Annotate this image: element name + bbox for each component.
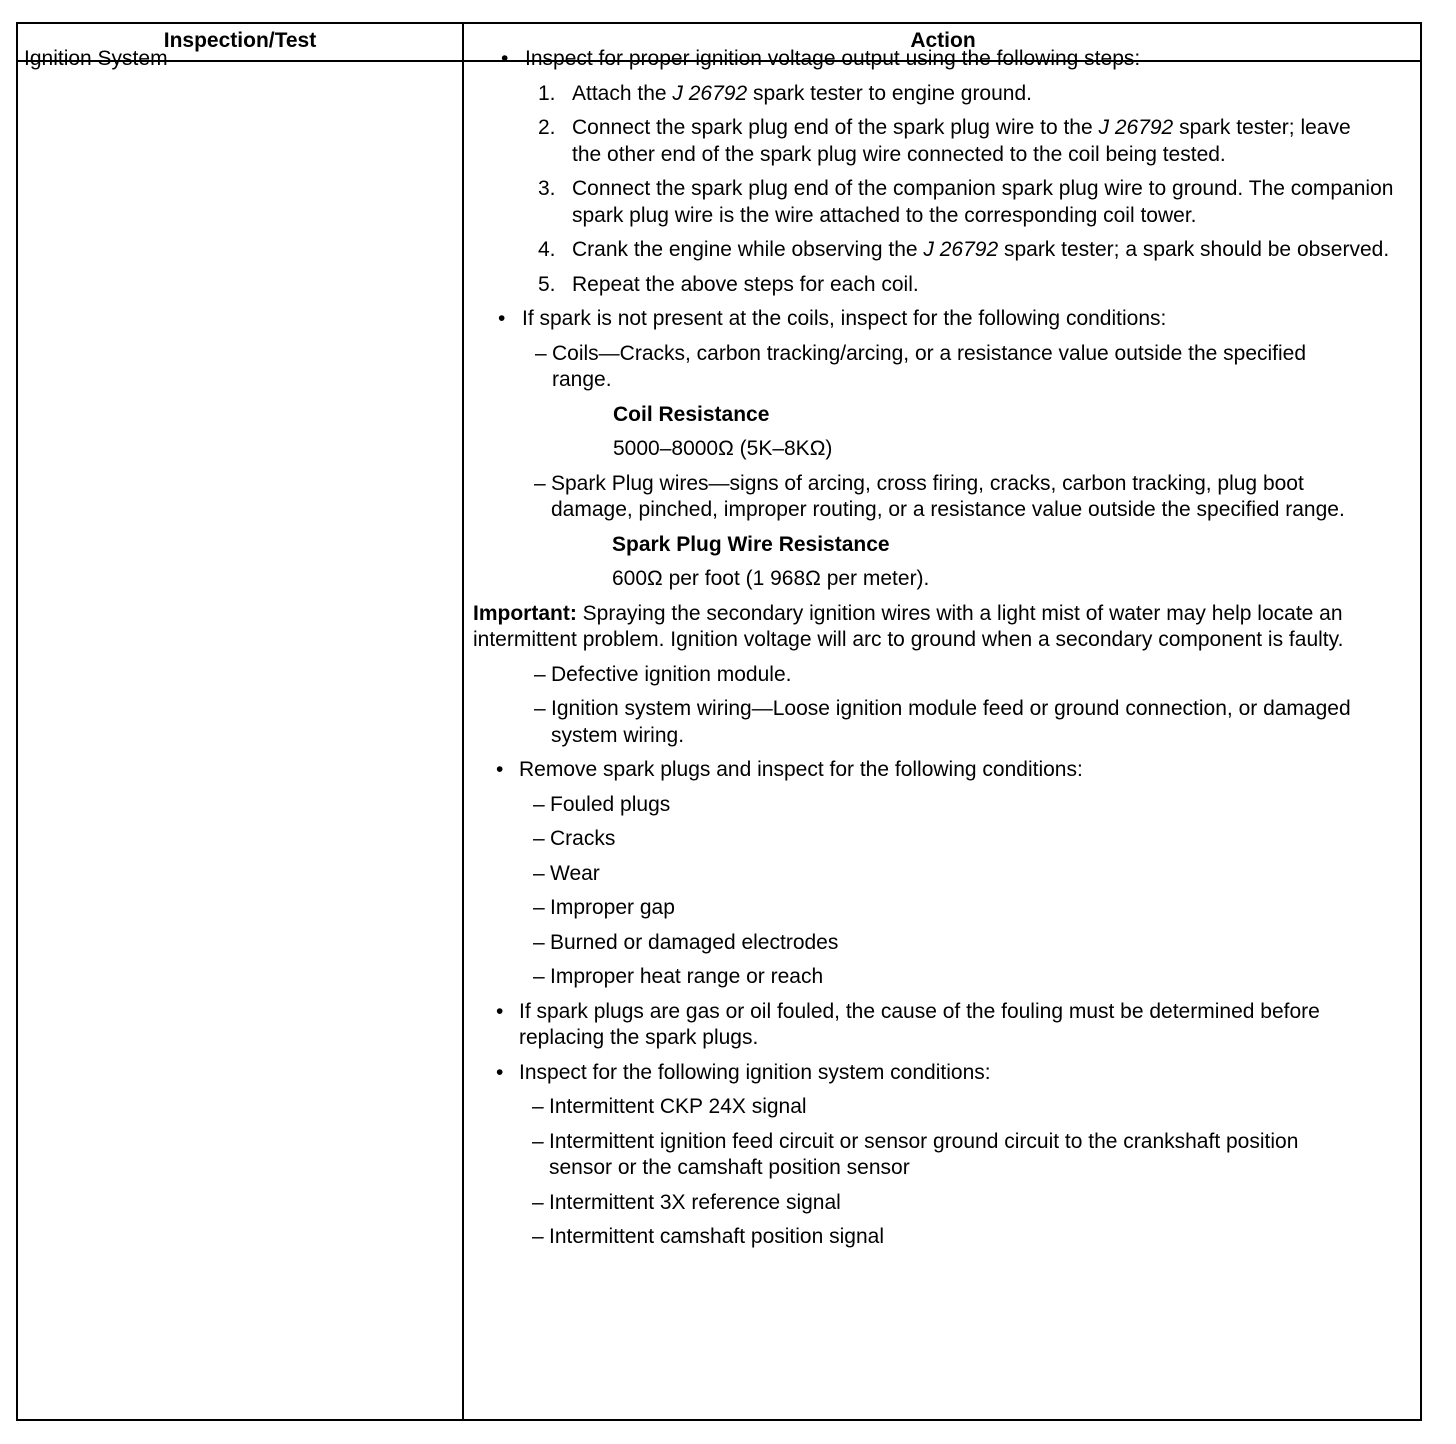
condition-text: Intermittent ignition feed circuit or sensor ground circuit to the crankshaft position sensor or the camshaft position sensor xyxy=(549,1129,1299,1179)
bullet-system-conditions xyxy=(455,1060,1400,1087)
step-item xyxy=(455,176,1400,229)
condition-ignition-wiring xyxy=(455,696,1400,749)
step-text-post: spark tester; leave the other end of the spark plug wire connected to the coil being tested. xyxy=(572,116,1351,166)
bullet-voltage-output xyxy=(455,46,1400,73)
bullet-text: Remove spark plugs and inspect for the following conditions: xyxy=(519,758,1083,781)
bullet-text: Inspect for the following ignition system conditions: xyxy=(519,1060,991,1084)
coil-resistance-title: Coil Resistance xyxy=(613,402,770,426)
step-text: Connect the spark plug end of the companion spark plug wire to ground. The companion spark plug wire is the wire attached to the corresponding coil tower. xyxy=(572,177,1394,227)
header-action: Action xyxy=(910,29,976,52)
condition-text: Intermittent camshaft position signal xyxy=(549,1225,884,1248)
bullet-icon: • xyxy=(496,1060,504,1084)
condition-text: Intermittent CKP 24X signal xyxy=(549,1095,807,1118)
header-inspection-test: Inspection/Test xyxy=(163,29,317,52)
condition-spark-plug-wires xyxy=(455,471,1400,524)
bullet-remove-plugs xyxy=(455,757,1400,784)
dash-icon: – xyxy=(534,662,546,686)
condition-ignition-module xyxy=(455,662,1400,689)
dash-icon: – xyxy=(534,471,546,495)
step-number: 5. xyxy=(538,272,556,296)
step-text-pre: Connect the spark plug end of the spark plug wire to the xyxy=(572,116,1099,139)
condition-coils xyxy=(455,341,1400,394)
step-item xyxy=(455,237,1400,264)
system-condition-item xyxy=(455,1224,1400,1251)
plug-condition-item xyxy=(455,895,1400,922)
condition-text: Improper gap xyxy=(550,896,675,919)
coil-resistance-value: 5000–8000Ω (5K–8KΩ) xyxy=(613,437,833,460)
condition-text: Improper heat range or reach xyxy=(550,965,824,988)
step-item xyxy=(455,81,1400,108)
step-number: 1. xyxy=(538,81,556,105)
wire-resistance-title: Spark Plug Wire Resistance xyxy=(612,532,890,556)
bullet-text: If spark is not present at the coils, inspect for the following conditions: xyxy=(522,307,1167,330)
bullet-icon: • xyxy=(498,307,506,330)
system-condition-item xyxy=(455,1129,1400,1182)
step-item xyxy=(455,115,1400,168)
bullet-text: If spark plugs are gas or oil fouled, the cause of the fouling must be determined before replacing the spark plugs. xyxy=(519,999,1320,1049)
dash-icon: – xyxy=(532,1129,544,1153)
condition-text: Spark Plug wires—signs of arcing, cross firing, cracks, carbon tracking, plug boot damage, pinched, improper routing, or a resistance value outside the specified range. xyxy=(551,471,1345,521)
bullet-icon: • xyxy=(496,999,504,1023)
dash-icon: – xyxy=(532,1225,544,1248)
condition-text: Burned or damaged electrodes xyxy=(550,930,839,954)
dash-icon: – xyxy=(532,1190,544,1214)
dash-icon: – xyxy=(533,792,545,816)
condition-text: Defective ignition module. xyxy=(551,662,792,686)
step-text-post: spark tester to engine ground. xyxy=(747,81,1032,105)
step-text-pre: Crank the engine while observing the xyxy=(572,238,924,261)
step-number: 3. xyxy=(538,177,556,200)
step-number: 4. xyxy=(538,238,556,261)
cell-action xyxy=(455,46,1400,1251)
dash-icon: – xyxy=(534,697,546,720)
dash-icon: – xyxy=(532,1095,544,1118)
step-item xyxy=(455,272,1400,299)
dash-icon: – xyxy=(533,930,545,954)
condition-text: Intermittent 3X reference signal xyxy=(549,1190,841,1214)
dash-icon: – xyxy=(533,827,545,850)
dash-icon: – xyxy=(533,896,545,919)
tool-number: J 26792 xyxy=(672,81,748,105)
condition-text: Ignition system wiring—Loose ignition module feed or ground connection, or damaged system wiring. xyxy=(551,697,1351,747)
tool-number: J 26792 xyxy=(923,238,999,261)
step-text-post: spark tester; a spark should be observed. xyxy=(998,238,1390,261)
condition-text: Coils—Cracks, carbon tracking/arcing, or a resistance value outside the specified range. xyxy=(552,341,1307,391)
step-text: Repeat the above steps for each coil. xyxy=(572,272,919,296)
bullet-icon: • xyxy=(496,758,504,781)
condition-text: Cracks xyxy=(550,827,616,850)
system-condition-item xyxy=(455,1190,1400,1217)
dash-icon: – xyxy=(533,861,545,885)
step-number: 2. xyxy=(538,116,556,139)
bullet-icon: • xyxy=(501,47,509,70)
step-text-pre: Attach the xyxy=(572,81,673,105)
bullet-fouled-plugs xyxy=(455,999,1400,1052)
bullet-text: Inspect for proper ignition voltage output using the following steps: xyxy=(525,47,1141,70)
cell-inspection-ignition-system: Ignition System xyxy=(24,47,168,70)
condition-text: Wear xyxy=(550,861,600,885)
plug-condition-item xyxy=(455,861,1400,888)
dash-icon: – xyxy=(535,341,547,365)
bullet-no-spark xyxy=(455,306,1400,333)
dash-icon: – xyxy=(533,965,545,988)
plug-condition-item xyxy=(455,826,1400,853)
system-condition-item xyxy=(455,1094,1400,1121)
important-label: Important: xyxy=(473,601,577,625)
tool-number: J 26792 xyxy=(1098,116,1174,139)
plug-condition-item xyxy=(455,792,1400,819)
condition-text: Fouled plugs xyxy=(550,792,671,816)
plug-condition-item xyxy=(455,930,1400,957)
plug-condition-item xyxy=(455,964,1400,991)
important-note xyxy=(455,601,1400,654)
important-text: Spraying the secondary ignition wires with a light mist of water may help locate an intermittent problem. Ignition voltage will arc to ground when a secondary component is faulty. xyxy=(473,601,1344,651)
wire-resistance-value: 600Ω per foot (1 968Ω per meter). xyxy=(612,567,930,590)
